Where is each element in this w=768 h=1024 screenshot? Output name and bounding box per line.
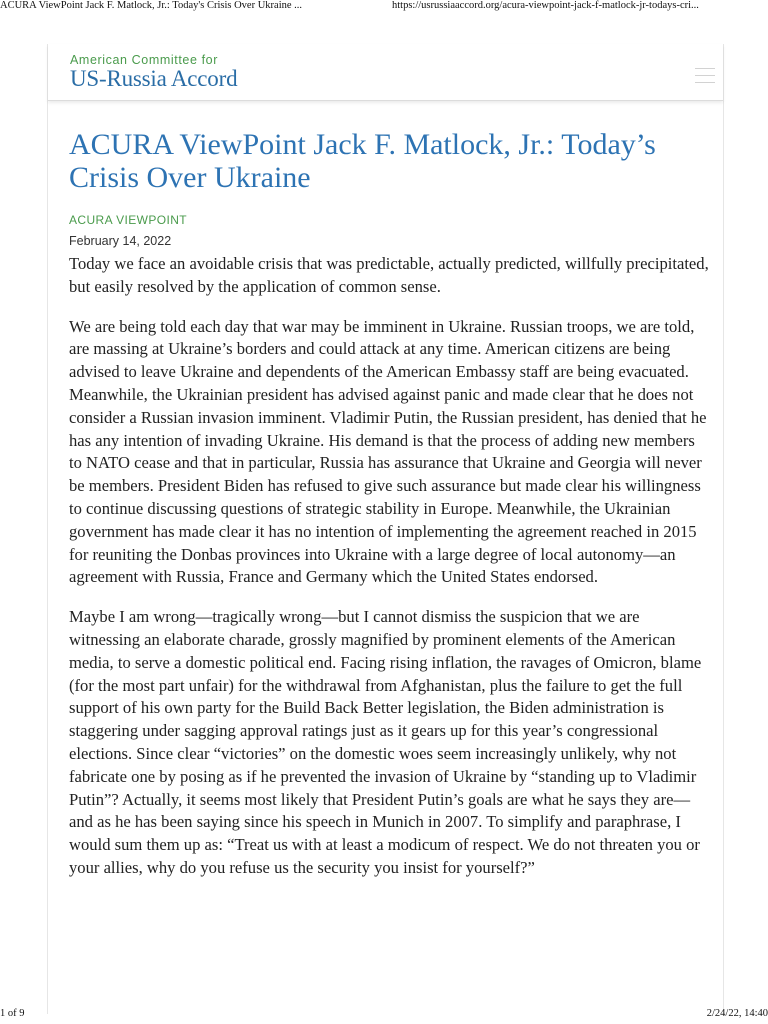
logo-top-text: American Committee for <box>70 53 218 67</box>
article <box>69 128 709 897</box>
print-page-number: 1 of 9 <box>0 1008 25 1019</box>
site-logo[interactable] <box>70 54 237 91</box>
article-category-link[interactable]: ACURA VIEWPOINT <box>69 213 188 227</box>
article-paragraph-2: We are being told each day that war may be imminent in Ukraine. Russian troops, we are told, are massing at Ukraine’s borders and could attack at any time. American citizens are being advised to leave Ukraine and dependents of the American Embassy staff are being evacuated. Meanwhile, the Ukrainian president has advised against panic and made clear that he does not consider a Russian invasion imminent. Vladimir Putin, the Russian president, has denied that he has any intention of invading Ukraine. His demand is that the process of adding new members to NATO cease and that in particular, Russia has assurance that Ukraine and Georgia will never be members. President Biden has refused to give such assurance but made clear his willingness to continue discussing questions of strategic stability in Europe. Meanwhile, the Ukrainian government has made clear it has no intention of implementing the agreement reached in 2015 for reuniting the Donbas provinces into Ukraine with a large degree of local autonomy—an agreement with Russia, France and Germany which the United States endorsed. <box>69 316 707 587</box>
print-page-url: https://usrussiaaccord.org/acura-viewpoint-jack-f-matlock-jr-todays-cri... <box>392 0 699 11</box>
hamburger-menu-icon[interactable] <box>695 68 715 84</box>
print-footer <box>0 1008 768 1022</box>
page-card <box>47 44 724 1014</box>
print-header <box>0 0 768 14</box>
logo-main-text: US-Russia Accord <box>70 66 238 91</box>
print-date: 2/24/22, 14:40 <box>706 1008 768 1019</box>
article-paragraph-1: Today we face an avoidable crisis that was predictable, actually predicted, willfully precipitated, but easily resolved by the application of common sense. <box>69 254 709 296</box>
article-date: February 14, 2022 <box>69 234 172 248</box>
print-page-title: ACURA ViewPoint Jack F. Matlock, Jr.: Today's Crisis Over Ukraine ... <box>0 0 303 11</box>
article-title: ACURA ViewPoint Jack F. Matlock, Jr.: Today’s Crisis Over Ukraine <box>69 128 656 194</box>
article-paragraph-3: Maybe I am wrong—tragically wrong—but I cannot dismiss the suspicion that we are witnessing an elaborate charade, grossly magnified by prominent elements of the American media, to serve a domestic political end. Facing rising inflation, the ravages of Omicron, blame (for the most part unfair) for the withdrawal from Afghanistan, plus the failure to get the full support of his own party for the Build Back Better legislation, the Biden administration is staggering under sagging approval ratings just as it gears up for this year’s congressional elections. Since clear “victories” on the domestic woes seem increasingly unlikely, why not fabricate one by posing as if he prevented the invasion of Ukraine by “standing up to Vladimir Putin”? Actually, it seems most likely that President Putin’s goals are what he says they are—and as he has been saying since his speech in Munich in 2007. To simplify and paraphrase, I would sum them up as: “Treat us with at least a modicum of respect. We do not threaten you or your allies, why do you refuse us the security you insist for yourself?” <box>69 607 702 877</box>
site-header <box>48 44 723 101</box>
